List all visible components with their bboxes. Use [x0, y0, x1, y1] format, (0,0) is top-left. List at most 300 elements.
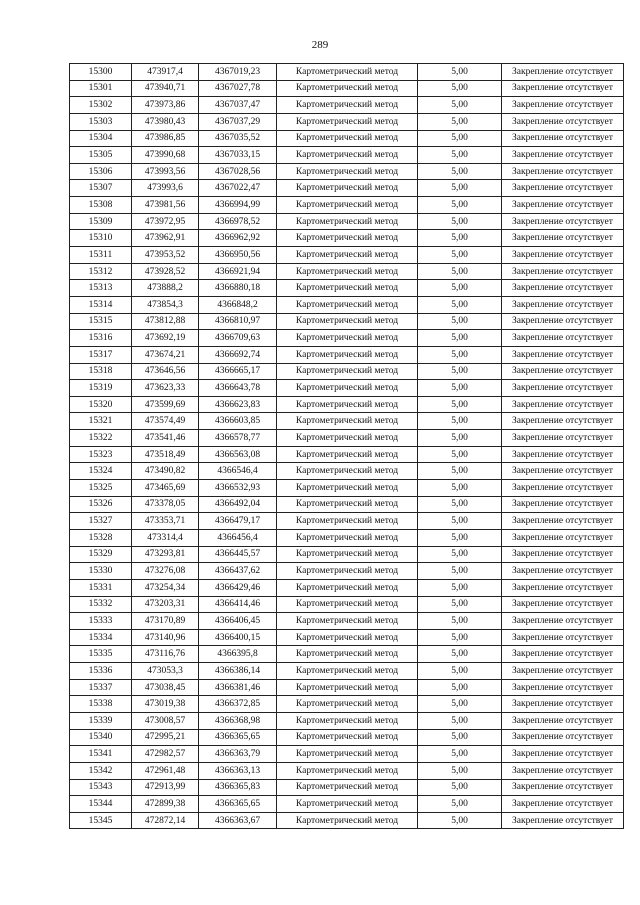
point-number-cell: 15311: [70, 247, 132, 264]
x-coordinate-cell: 473692,19: [132, 330, 199, 347]
table-row: [70, 679, 624, 696]
method-cell: Картометрический метод: [277, 330, 418, 347]
table-row: [70, 64, 624, 81]
accuracy-cell: 5,00: [418, 679, 502, 696]
fixation-cell: Закрепление отсутствует: [502, 712, 624, 729]
y-coordinate-cell: 4366578,77: [199, 430, 277, 447]
point-number-cell: 15306: [70, 163, 132, 180]
point-number-cell: 15335: [70, 646, 132, 663]
method-cell: Картометрический метод: [277, 263, 418, 280]
table-row: [70, 296, 624, 313]
x-coordinate-cell: 473962,91: [132, 230, 199, 247]
method-cell: Картометрический метод: [277, 130, 418, 147]
method-cell: Картометрический метод: [277, 596, 418, 613]
accuracy-cell: 5,00: [418, 746, 502, 763]
fixation-cell: Закрепление отсутствует: [502, 80, 624, 97]
point-number-cell: 15337: [70, 679, 132, 696]
point-number-cell: 15322: [70, 430, 132, 447]
point-number-cell: 15303: [70, 113, 132, 130]
x-coordinate-cell: 473378,05: [132, 496, 199, 513]
x-coordinate-cell: 472872,14: [132, 812, 199, 829]
table-row: [70, 812, 624, 829]
table-row: [70, 629, 624, 646]
table-row: [70, 712, 624, 729]
accuracy-cell: 5,00: [418, 812, 502, 829]
fixation-cell: Закрепление отсутствует: [502, 696, 624, 713]
y-coordinate-cell: 4367033,15: [199, 147, 277, 164]
method-cell: Картометрический метод: [277, 296, 418, 313]
point-number-cell: 15317: [70, 346, 132, 363]
accuracy-cell: 5,00: [418, 230, 502, 247]
method-cell: Картометрический метод: [277, 180, 418, 197]
accuracy-cell: 5,00: [418, 296, 502, 313]
table-row: [70, 80, 624, 97]
table-row: [70, 796, 624, 813]
x-coordinate-cell: 473973,86: [132, 97, 199, 114]
table-row: [70, 263, 624, 280]
method-cell: Картометрический метод: [277, 463, 418, 480]
point-number-cell: 15328: [70, 529, 132, 546]
y-coordinate-cell: 4366603,85: [199, 413, 277, 430]
y-coordinate-cell: 4366386,14: [199, 663, 277, 680]
y-coordinate-cell: 4366479,17: [199, 513, 277, 530]
point-number-cell: 15336: [70, 663, 132, 680]
accuracy-cell: 5,00: [418, 579, 502, 596]
table-row: [70, 113, 624, 130]
x-coordinate-cell: 473518,49: [132, 446, 199, 463]
y-coordinate-cell: 4367019,23: [199, 64, 277, 81]
table-row: [70, 197, 624, 214]
x-coordinate-cell: 473314,4: [132, 529, 199, 546]
fixation-cell: Закрепление отсутствует: [502, 296, 624, 313]
accuracy-cell: 5,00: [418, 663, 502, 680]
x-coordinate-cell: 473019,38: [132, 696, 199, 713]
y-coordinate-cell: 4366962,92: [199, 230, 277, 247]
x-coordinate-cell: 473990,68: [132, 147, 199, 164]
y-coordinate-cell: 4366363,79: [199, 746, 277, 763]
point-number-cell: 15339: [70, 712, 132, 729]
point-number-cell: 15326: [70, 496, 132, 513]
x-coordinate-cell: 473928,52: [132, 263, 199, 280]
method-cell: Картометрический метод: [277, 363, 418, 380]
fixation-cell: Закрепление отсутствует: [502, 363, 624, 380]
fixation-cell: Закрепление отсутствует: [502, 529, 624, 546]
x-coordinate-cell: 473812,88: [132, 313, 199, 330]
fixation-cell: Закрепление отсутствует: [502, 396, 624, 413]
y-coordinate-cell: 4367028,56: [199, 163, 277, 180]
accuracy-cell: 5,00: [418, 413, 502, 430]
point-number-cell: 15301: [70, 80, 132, 97]
accuracy-cell: 5,00: [418, 762, 502, 779]
point-number-cell: 15333: [70, 613, 132, 630]
table-row: [70, 463, 624, 480]
fixation-cell: Закрепление отсутствует: [502, 197, 624, 214]
point-number-cell: 15304: [70, 130, 132, 147]
accuracy-cell: 5,00: [418, 97, 502, 114]
point-number-cell: 15309: [70, 213, 132, 230]
accuracy-cell: 5,00: [418, 113, 502, 130]
method-cell: Картометрический метод: [277, 663, 418, 680]
accuracy-cell: 5,00: [418, 463, 502, 480]
x-coordinate-cell: 473465,69: [132, 480, 199, 497]
page-number: 289: [311, 39, 329, 51]
method-cell: Картометрический метод: [277, 646, 418, 663]
x-coordinate-cell: 473574,49: [132, 413, 199, 430]
method-cell: Картометрический метод: [277, 679, 418, 696]
point-number-cell: 15327: [70, 513, 132, 530]
x-coordinate-cell: 473053,3: [132, 663, 199, 680]
method-cell: Картометрический метод: [277, 113, 418, 130]
method-cell: Картометрический метод: [277, 762, 418, 779]
fixation-cell: Закрепление отсутствует: [502, 729, 624, 746]
accuracy-cell: 5,00: [418, 596, 502, 613]
point-number-cell: 15334: [70, 629, 132, 646]
method-cell: Картометрический метод: [277, 579, 418, 596]
point-number-cell: 15344: [70, 796, 132, 813]
accuracy-cell: 5,00: [418, 163, 502, 180]
table-row: [70, 496, 624, 513]
y-coordinate-cell: 4366546,4: [199, 463, 277, 480]
x-coordinate-cell: 472995,21: [132, 729, 199, 746]
table-row: [70, 779, 624, 796]
x-coordinate-cell: 473646,56: [132, 363, 199, 380]
fixation-cell: Закрепление отсутствует: [502, 380, 624, 397]
x-coordinate-cell: 472982,57: [132, 746, 199, 763]
accuracy-cell: 5,00: [418, 363, 502, 380]
point-number-cell: 15338: [70, 696, 132, 713]
method-cell: Картометрический метод: [277, 513, 418, 530]
table-row: [70, 330, 624, 347]
y-coordinate-cell: 4366363,13: [199, 762, 277, 779]
fixation-cell: Закрепление отсутствует: [502, 579, 624, 596]
y-coordinate-cell: 4366623,83: [199, 396, 277, 413]
y-coordinate-cell: 4366848,2: [199, 296, 277, 313]
y-coordinate-cell: 4367037,29: [199, 113, 277, 130]
accuracy-cell: 5,00: [418, 247, 502, 264]
table-row: [70, 480, 624, 497]
point-number-cell: 15331: [70, 579, 132, 596]
accuracy-cell: 5,00: [418, 380, 502, 397]
point-number-cell: 15325: [70, 480, 132, 497]
method-cell: Картометрический метод: [277, 812, 418, 829]
point-number-cell: 15308: [70, 197, 132, 214]
method-cell: Картометрический метод: [277, 746, 418, 763]
point-number-cell: 15320: [70, 396, 132, 413]
table-row: [70, 596, 624, 613]
fixation-cell: Закрепление отсутствует: [502, 346, 624, 363]
point-number-cell: 15315: [70, 313, 132, 330]
x-coordinate-cell: 473170,89: [132, 613, 199, 630]
point-number-cell: 15300: [70, 64, 132, 81]
method-cell: Картометрический метод: [277, 197, 418, 214]
fixation-cell: Закрепление отсутствует: [502, 430, 624, 447]
point-number-cell: 15342: [70, 762, 132, 779]
table-row: [70, 363, 624, 380]
fixation-cell: Закрепление отсутствует: [502, 113, 624, 130]
x-coordinate-cell: 473116,76: [132, 646, 199, 663]
method-cell: Картометрический метод: [277, 546, 418, 563]
point-number-cell: 15318: [70, 363, 132, 380]
table-row: [70, 646, 624, 663]
point-number-cell: 15332: [70, 596, 132, 613]
fixation-cell: Закрепление отсутствует: [502, 313, 624, 330]
x-coordinate-cell: 473140,96: [132, 629, 199, 646]
x-coordinate-cell: 473490,82: [132, 463, 199, 480]
x-coordinate-cell: 473993,56: [132, 163, 199, 180]
accuracy-cell: 5,00: [418, 197, 502, 214]
point-number-cell: 15324: [70, 463, 132, 480]
fixation-cell: Закрепление отсутствует: [502, 97, 624, 114]
x-coordinate-cell: 473986,85: [132, 130, 199, 147]
method-cell: Картометрический метод: [277, 796, 418, 813]
accuracy-cell: 5,00: [418, 64, 502, 81]
method-cell: Картометрический метод: [277, 629, 418, 646]
y-coordinate-cell: 4366978,52: [199, 213, 277, 230]
method-cell: Картометрический метод: [277, 446, 418, 463]
y-coordinate-cell: 4366368,98: [199, 712, 277, 729]
point-number-cell: 15341: [70, 746, 132, 763]
table-row: [70, 663, 624, 680]
method-cell: Картометрический метод: [277, 147, 418, 164]
accuracy-cell: 5,00: [418, 779, 502, 796]
accuracy-cell: 5,00: [418, 446, 502, 463]
accuracy-cell: 5,00: [418, 629, 502, 646]
accuracy-cell: 5,00: [418, 213, 502, 230]
table-row: [70, 613, 624, 630]
fixation-cell: Закрепление отсутствует: [502, 480, 624, 497]
x-coordinate-cell: 473293,81: [132, 546, 199, 563]
table-row: [70, 446, 624, 463]
accuracy-cell: 5,00: [418, 796, 502, 813]
y-coordinate-cell: 4366372,85: [199, 696, 277, 713]
y-coordinate-cell: 4366456,4: [199, 529, 277, 546]
accuracy-cell: 5,00: [418, 529, 502, 546]
point-number-cell: 15319: [70, 380, 132, 397]
table-row: [70, 213, 624, 230]
accuracy-cell: 5,00: [418, 346, 502, 363]
accuracy-cell: 5,00: [418, 513, 502, 530]
method-cell: Картометрический метод: [277, 213, 418, 230]
method-cell: Картометрический метод: [277, 480, 418, 497]
table-row: [70, 529, 624, 546]
fixation-cell: Закрепление отсутствует: [502, 280, 624, 297]
fixation-cell: Закрепление отсутствует: [502, 613, 624, 630]
x-coordinate-cell: 473276,08: [132, 563, 199, 580]
fixation-cell: Закрепление отсутствует: [502, 64, 624, 81]
accuracy-cell: 5,00: [418, 263, 502, 280]
method-cell: Картометрический метод: [277, 313, 418, 330]
x-coordinate-cell: 473203,31: [132, 596, 199, 613]
method-cell: Картометрический метод: [277, 80, 418, 97]
fixation-cell: Закрепление отсутствует: [502, 413, 624, 430]
fixation-cell: Закрепление отсутствует: [502, 263, 624, 280]
point-number-cell: 15340: [70, 729, 132, 746]
y-coordinate-cell: 4366665,17: [199, 363, 277, 380]
method-cell: Картометрический метод: [277, 380, 418, 397]
method-cell: Картометрический метод: [277, 729, 418, 746]
x-coordinate-cell: 473599,69: [132, 396, 199, 413]
fixation-cell: Закрепление отсутствует: [502, 463, 624, 480]
method-cell: Картометрический метод: [277, 97, 418, 114]
point-number-cell: 15343: [70, 779, 132, 796]
method-cell: Картометрический метод: [277, 430, 418, 447]
fixation-cell: Закрепление отсутствует: [502, 446, 624, 463]
y-coordinate-cell: 4366429,46: [199, 579, 277, 596]
fixation-cell: Закрепление отсутствует: [502, 130, 624, 147]
y-coordinate-cell: 4366365,83: [199, 779, 277, 796]
y-coordinate-cell: 4366406,45: [199, 613, 277, 630]
fixation-cell: Закрепление отсутствует: [502, 247, 624, 264]
x-coordinate-cell: 473980,43: [132, 113, 199, 130]
table-row: [70, 396, 624, 413]
accuracy-cell: 5,00: [418, 147, 502, 164]
y-coordinate-cell: 4366400,15: [199, 629, 277, 646]
x-coordinate-cell: 473541,46: [132, 430, 199, 447]
accuracy-cell: 5,00: [418, 646, 502, 663]
y-coordinate-cell: 4366692,74: [199, 346, 277, 363]
fixation-cell: Закрепление отсутствует: [502, 629, 624, 646]
fixation-cell: Закрепление отсутствует: [502, 330, 624, 347]
method-cell: Картометрический метод: [277, 64, 418, 81]
y-coordinate-cell: 4366810,97: [199, 313, 277, 330]
method-cell: Картометрический метод: [277, 563, 418, 580]
point-number-cell: 15321: [70, 413, 132, 430]
accuracy-cell: 5,00: [418, 712, 502, 729]
y-coordinate-cell: 4367037,47: [199, 97, 277, 114]
method-cell: Картометрический метод: [277, 413, 418, 430]
x-coordinate-cell: 473917,4: [132, 64, 199, 81]
y-coordinate-cell: 4366365,65: [199, 729, 277, 746]
y-coordinate-cell: 4366532,93: [199, 480, 277, 497]
fixation-cell: Закрепление отсутствует: [502, 496, 624, 513]
method-cell: Картометрический метод: [277, 696, 418, 713]
x-coordinate-cell: 473993,6: [132, 180, 199, 197]
y-coordinate-cell: 4366643,78: [199, 380, 277, 397]
fixation-cell: Закрепление отсутствует: [502, 646, 624, 663]
accuracy-cell: 5,00: [418, 280, 502, 297]
point-number-cell: 15302: [70, 97, 132, 114]
y-coordinate-cell: 4366921,94: [199, 263, 277, 280]
accuracy-cell: 5,00: [418, 430, 502, 447]
fixation-cell: Закрепление отсутствует: [502, 596, 624, 613]
accuracy-cell: 5,00: [418, 313, 502, 330]
method-cell: Картометрический метод: [277, 346, 418, 363]
point-number-cell: 15330: [70, 563, 132, 580]
x-coordinate-cell: 473353,71: [132, 513, 199, 530]
table-row: [70, 579, 624, 596]
method-cell: Картометрический метод: [277, 613, 418, 630]
method-cell: Картометрический метод: [277, 496, 418, 513]
table-row: [70, 430, 624, 447]
table-row: [70, 546, 624, 563]
point-number-cell: 15312: [70, 263, 132, 280]
x-coordinate-cell: 472899,38: [132, 796, 199, 813]
fixation-cell: Закрепление отсутствует: [502, 779, 624, 796]
table-row: [70, 729, 624, 746]
point-number-cell: 15345: [70, 812, 132, 829]
accuracy-cell: 5,00: [418, 613, 502, 630]
y-coordinate-cell: 4366381,46: [199, 679, 277, 696]
x-coordinate-cell: 473972,95: [132, 213, 199, 230]
x-coordinate-cell: 473854,3: [132, 296, 199, 313]
point-number-cell: 15329: [70, 546, 132, 563]
fixation-cell: Закрепление отсутствует: [502, 180, 624, 197]
x-coordinate-cell: 473953,52: [132, 247, 199, 264]
x-coordinate-cell: 472913,99: [132, 779, 199, 796]
accuracy-cell: 5,00: [418, 330, 502, 347]
method-cell: Картометрический метод: [277, 280, 418, 297]
table-row: [70, 163, 624, 180]
fixation-cell: Закрепление отсутствует: [502, 213, 624, 230]
table-row: [70, 180, 624, 197]
fixation-cell: Закрепление отсутствует: [502, 513, 624, 530]
table-row: [70, 563, 624, 580]
coordinates-table: [69, 63, 624, 829]
table-row: [70, 230, 624, 247]
accuracy-cell: 5,00: [418, 729, 502, 746]
x-coordinate-cell: 473888,2: [132, 280, 199, 297]
method-cell: Картометрический метод: [277, 163, 418, 180]
x-coordinate-cell: 472961,48: [132, 762, 199, 779]
fixation-cell: Закрепление отсутствует: [502, 163, 624, 180]
accuracy-cell: 5,00: [418, 496, 502, 513]
y-coordinate-cell: 4366880,18: [199, 280, 277, 297]
accuracy-cell: 5,00: [418, 180, 502, 197]
y-coordinate-cell: 4366492,04: [199, 496, 277, 513]
point-number-cell: 15316: [70, 330, 132, 347]
table-row: [70, 247, 624, 264]
method-cell: Картометрический метод: [277, 712, 418, 729]
x-coordinate-cell: 473038,45: [132, 679, 199, 696]
y-coordinate-cell: 4367027,78: [199, 80, 277, 97]
y-coordinate-cell: 4367022,47: [199, 180, 277, 197]
y-coordinate-cell: 4366363,67: [199, 812, 277, 829]
fixation-cell: Закрепление отсутствует: [502, 796, 624, 813]
point-number-cell: 15310: [70, 230, 132, 247]
table-row: [70, 413, 624, 430]
table-body: [70, 64, 624, 829]
table-row: [70, 280, 624, 297]
point-number-cell: 15313: [70, 280, 132, 297]
table-row: [70, 130, 624, 147]
point-number-cell: 15307: [70, 180, 132, 197]
fixation-cell: Закрепление отсутствует: [502, 147, 624, 164]
table-row: [70, 696, 624, 713]
y-coordinate-cell: 4366563,08: [199, 446, 277, 463]
table-row: [70, 380, 624, 397]
point-number-cell: 15305: [70, 147, 132, 164]
method-cell: Картометрический метод: [277, 779, 418, 796]
y-coordinate-cell: 4366365,65: [199, 796, 277, 813]
y-coordinate-cell: 4367035,52: [199, 130, 277, 147]
table-row: [70, 513, 624, 530]
table-row: [70, 746, 624, 763]
accuracy-cell: 5,00: [418, 546, 502, 563]
x-coordinate-cell: 473008,57: [132, 712, 199, 729]
fixation-cell: Закрепление отсутствует: [502, 679, 624, 696]
y-coordinate-cell: 4366445,57: [199, 546, 277, 563]
fixation-cell: Закрепление отсутствует: [502, 746, 624, 763]
fixation-cell: Закрепление отсутствует: [502, 663, 624, 680]
x-coordinate-cell: 473623,33: [132, 380, 199, 397]
method-cell: Картометрический метод: [277, 247, 418, 264]
y-coordinate-cell: 4366950,56: [199, 247, 277, 264]
point-number-cell: 15314: [70, 296, 132, 313]
table-row: [70, 313, 624, 330]
x-coordinate-cell: 473940,71: [132, 80, 199, 97]
fixation-cell: Закрепление отсутствует: [502, 546, 624, 563]
table-row: [70, 762, 624, 779]
